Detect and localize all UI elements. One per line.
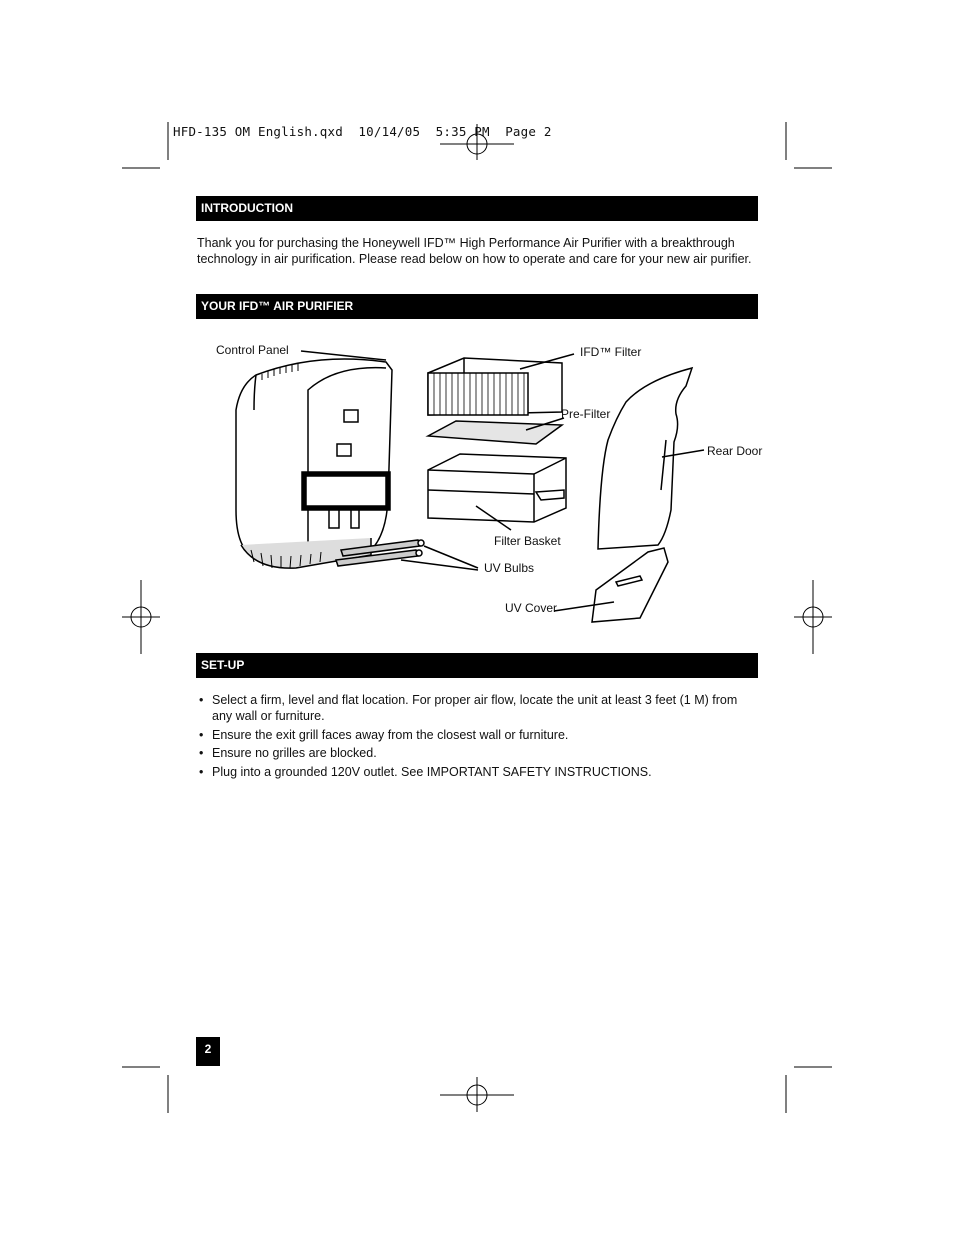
label-pre-filter: Pre-Filter [561, 407, 611, 421]
label-control-panel: Control Panel [216, 343, 289, 357]
registration-mark-left [122, 580, 160, 654]
list-item: • Select a firm, level and flat location. For proper air flow, locate the unit at least 3 feet (1 M) from any wall or furniture. [197, 692, 757, 724]
label-rear-door: Rear Door [707, 444, 763, 458]
page-number: 2 [196, 1037, 220, 1066]
registration-mark-bottom [440, 1077, 514, 1112]
list-item: • Ensure the exit grill faces away from the closest wall or furniture. [197, 727, 757, 743]
section-header-setup: SET-UP [196, 653, 758, 678]
intro-paragraph: Thank you for purchasing the Honeywell IFD™ High Performance Air Purifier with a breakthrough technology in air purification. Please read below on how to operate and care for your new air purifier. [197, 236, 752, 266]
registration-mark-right [794, 580, 832, 654]
label-uv-cover: UV Cover [505, 601, 558, 615]
section-header-introduction: INTRODUCTION [196, 196, 758, 221]
label-filter-basket: Filter Basket [494, 534, 561, 548]
list-item: • Ensure no grilles are blocked. [197, 745, 757, 761]
label-ifd-filter: IFD™ Filter [580, 345, 642, 359]
section-header-your-ifd: YOUR IFD™ AIR PURIFIER [196, 294, 758, 319]
exploded-diagram [196, 330, 763, 635]
list-item: • Plug into a grounded 120V outlet. See IMPORTANT SAFETY INSTRUCTIONS. [197, 764, 757, 780]
diagram-illustration [196, 330, 756, 630]
setup-list [197, 692, 757, 782]
file-slug: HFD-135 OM English.qxd 10/14/05 5:35 PM Page 2 [173, 124, 552, 139]
label-uv-bulbs: UV Bulbs [484, 561, 535, 575]
